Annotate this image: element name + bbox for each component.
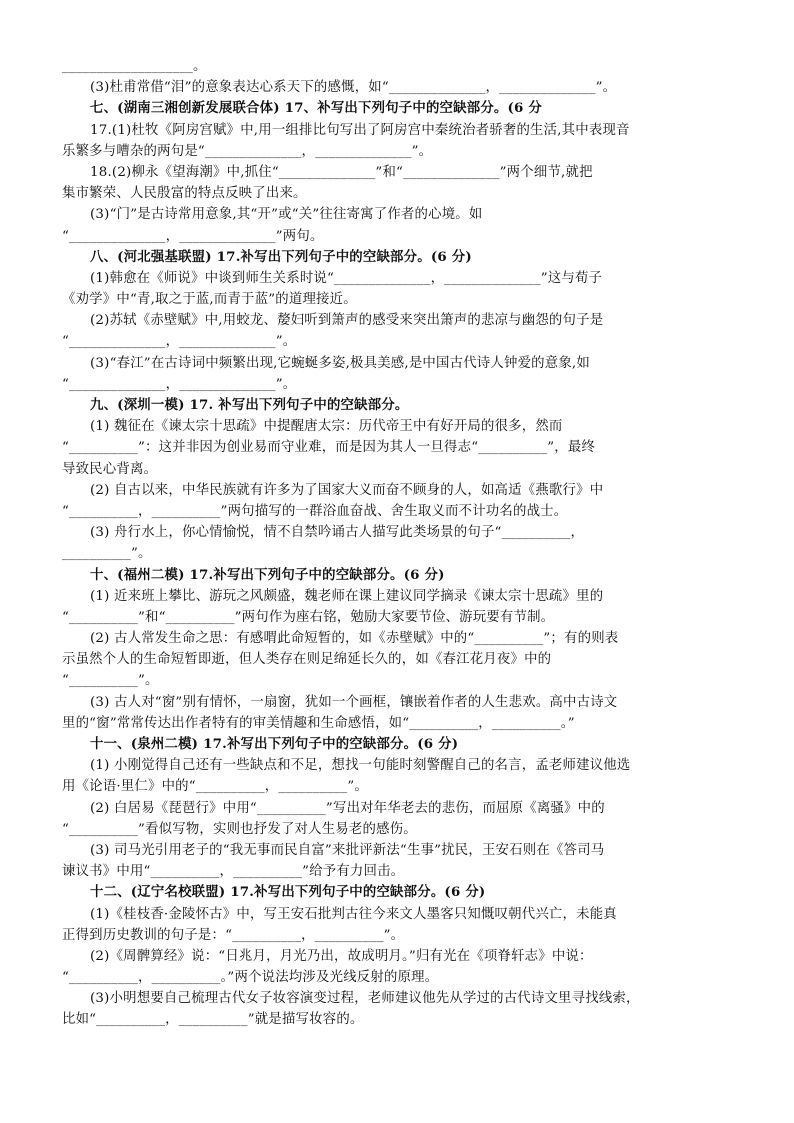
text-line: (1) 小刚觉得自己还有一些缺点和不足，想找一句能时刻警醒自己的名言，孟老师建议他选 [90,758,631,774]
text-line: “______________，______________”。 [62,334,297,350]
text-line: ___________________。 [62,59,207,74]
text-line: (3)杜甫常借“泪”的意象表达心系天下的感慨，如“______________，______________”。 [90,80,617,96]
text-line: (1) 魏征在《谏太宗十思疏》中提醒唐太宗：历代帝王中有好开局的很多，然而 [90,419,563,435]
text-line: “__________”：这并非因为创业易而守业难，而是因为其人一旦得志“__________”，最终 [62,440,596,456]
text-line: (1)韩愈在《师说》中谈到师生关系时说“______________，______________”这与荀子 [90,270,603,286]
text-line: “__________，__________。”两个说法均涉及光线反射的原理。 [62,970,439,986]
text-line: (3)小明想要自己梳理古代女子妆容演变过程，老师建议他先从学过的古代诗文里寻找线索， [90,991,640,1007]
text-line: 用《论语·里仁》中的“__________，__________”。 [62,779,368,795]
text-line: (3)“春江”在古诗词中频繁出现,它蜿蜒多姿,极具美感,是中国古代诗人钟爱的意象,如 [90,355,590,371]
text-line: 《劝学》中“青,取之于蓝,而青于蓝”的道理接近。 [62,292,357,308]
text-line: “__________”看似写物，实则也抒发了对人生易老的感伤。 [62,821,417,837]
text-line: “______________，______________”。 [62,376,297,392]
section-heading: 十二、(辽宁名校联盟) 17.补写出下列句子中的空缺部分。(6 分) [90,884,486,901]
document-body [62,56,738,1031]
text-line: 导致民心背离。 [62,461,158,477]
text-line: 里的“窗”常常传达出作者特有的审美情趣和生命感悟，如“__________，__________。” [62,715,575,731]
text-line: (3) 司马光引用老子的“我无事而民自富”来批评新法“生事”扰民，王安石则在《答司马 [90,842,605,858]
text-line: (1)《桂枝香·金陵怀古》中，写王安石批判古往今来文人墨客只知慨叹朝代兴亡，未能真 [90,906,617,922]
text-line: 正得到历史教训的句子是：“__________，__________”。 [62,927,405,943]
text-line: (2) 白居易《琵琶行》中用“__________”写出对年华老去的悲伤，而屈原《离骚》中的 [90,800,605,816]
text-line: 谏议书》中用“__________，__________”给予有力回击。 [62,864,405,880]
text-line: “__________，__________”两句描写的一群浴血奋战、舍生取义而不计功名的战士。 [62,503,568,519]
text-line: “__________”和“__________”两句作为座右铭，勉励大家要节俭、游玩要有节制。 [62,609,555,625]
section-heading: 十、(福州二模) 17.补写出下列句子中的空缺部分。(6 分) [90,566,445,583]
text-line: 比如“__________，__________”就是描写妆容的。 [62,1012,364,1028]
text-line: (3) 古人对“窗”别有情怀，一扇窗，犹如一个画框，镶嵌着作者的人生悲欢。高中古诗文 [90,694,618,710]
section-heading: 七、(湖南三湘创新发展联合体) 17、补写出下列句子中的空缺部分。(6 分 [90,100,543,117]
text-line: (2)《周髀算经》说：“日兆月，月光乃出，故成明月。”归有光在《项脊轩志》中说： [90,948,593,964]
text-line: “______________，______________”两句。 [62,228,324,244]
text-line: (3)“门”是古诗常用意象,其“开”或“关”往往寄寓了作者的心境。如 [90,207,483,223]
text-line: __________”。 [62,546,152,562]
text-line: (2) 古人常发生命之思：有感喟此命短暂的，如《赤壁赋》中的“__________”；有的则表 [90,631,619,647]
text-line: 18.(2)柳永《望海潮》中,抓住“______________”和“______________”两个细节,就把 [90,164,593,180]
text-line: “__________”。 [62,673,159,689]
text-line: 示虽然个人的生命短暂即逝，但人类存在则足绵延长久的，如《春江花月夜》中的 [62,652,552,668]
text-line: 17.(1)杜牧《阿房宫赋》中,用一组排比句写出了阿房宫中秦统治者骄奢的生活,其中表现音 [90,122,630,138]
text-line: 乐繁多与嘈杂的两句是“______________，______________”。 [62,143,433,159]
text-line: (1) 近来班上攀比、游玩之风颇盛，魏老师在课上建议同学摘录《谏太宗十思疏》里的 [90,588,604,604]
text-line: 集市繁荣、人民殷富的特点反映了出来。 [62,186,307,202]
section-heading: 九、(深圳一模) 17. 补写出下列句子中的空缺部分。 [90,397,409,413]
section-heading: 八、(河北强基联盟) 17.补写出下列句子中的空缺部分。(6 分) [90,248,472,265]
text-line: (2)苏轼《赤壁赋》中,用蛟龙、嫠妇听到箫声的感受来突出箫声的悲凉与幽怨的句子是 [90,313,604,329]
text-line: (2) 自古以来，中华民族就有许多为了国家大义而奋不顾身的人，如高适《燕歌行》中 [90,482,604,498]
text-line: (3) 舟行水上，你心情愉悦，情不自禁吟诵古人描写此类场景的句子“__________， [90,525,585,541]
section-heading: 十一、(泉州二模) 17.补写出下列句子中的空缺部分。(6 分) [90,736,459,752]
